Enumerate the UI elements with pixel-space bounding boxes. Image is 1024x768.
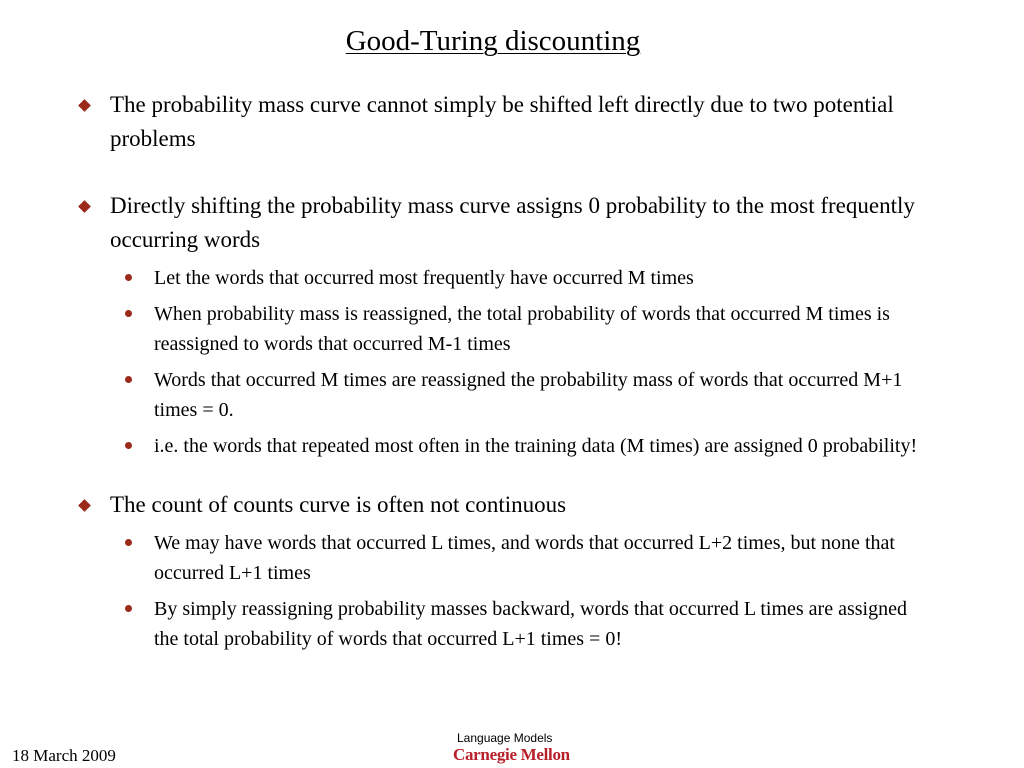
diamond-bullet-icon (78, 99, 91, 112)
round-bullet-icon (125, 376, 132, 383)
sub-bullet-2-1 (0, 263, 934, 293)
bullet-1-text: The probability mass curve cannot simply be shifted left directly due to two potential problems (110, 92, 894, 151)
sub-bullet-text: By simply reassigning probability masses backward, words that occurred L times are assigned the total probability of words that occurred L+1 times = 0! (154, 598, 907, 650)
sub-bullet-2-4 (0, 431, 934, 461)
sub-bullet-text: Words that occurred M times are reassigned the probability mass of words that occurred M+1 times = 0. (154, 369, 903, 421)
bullet-3-text: The count of counts curve is often not continuous (110, 492, 567, 517)
footer-course-name: Language Models (457, 731, 553, 745)
round-bullet-icon (125, 310, 132, 317)
slide-title-text: Good-Turing discounting (345, 25, 641, 57)
diamond-bullet-icon (78, 200, 91, 213)
bullet-1 (0, 88, 930, 156)
diamond-bullet-icon (78, 499, 91, 512)
round-bullet-icon (125, 605, 132, 612)
sub-bullet-2-3 (0, 365, 934, 425)
round-bullet-icon (125, 274, 132, 281)
bullet-2 (0, 189, 930, 257)
slide-title (0, 22, 986, 60)
sub-bullet-3-2 (0, 594, 934, 654)
bullet-3 (0, 488, 930, 522)
carnegie-mellon-logo: Carnegie Mellon (453, 745, 570, 764)
slide-body (0, 88, 1024, 660)
bullet-3-sublist (0, 528, 1024, 654)
sub-bullet-text: When probability mass is reassigned, the total probability of words that occurred M times is reassigned to words that occurred M-1 times (154, 303, 890, 355)
bullet-2-text: Directly shifting the probability mass curve assigns 0 probability to the most frequently occurring words (110, 193, 915, 252)
sub-bullet-text: Let the words that occurred most frequently have occurred M times (154, 267, 694, 289)
bullet-2-sublist (0, 263, 1024, 461)
sub-bullet-text: We may have words that occurred L times, and words that occurred L+2 times, but none that occurred L+1 times (154, 532, 895, 584)
sub-bullet-3-1 (0, 528, 934, 588)
sub-bullet-2-2 (0, 299, 934, 359)
sub-bullet-text: i.e. the words that repeated most often in the training data (M times) are assigned 0 probability! (154, 435, 918, 457)
round-bullet-icon (125, 539, 132, 546)
round-bullet-icon (125, 442, 132, 449)
footer-date: 18 March 2009 (12, 746, 116, 765)
